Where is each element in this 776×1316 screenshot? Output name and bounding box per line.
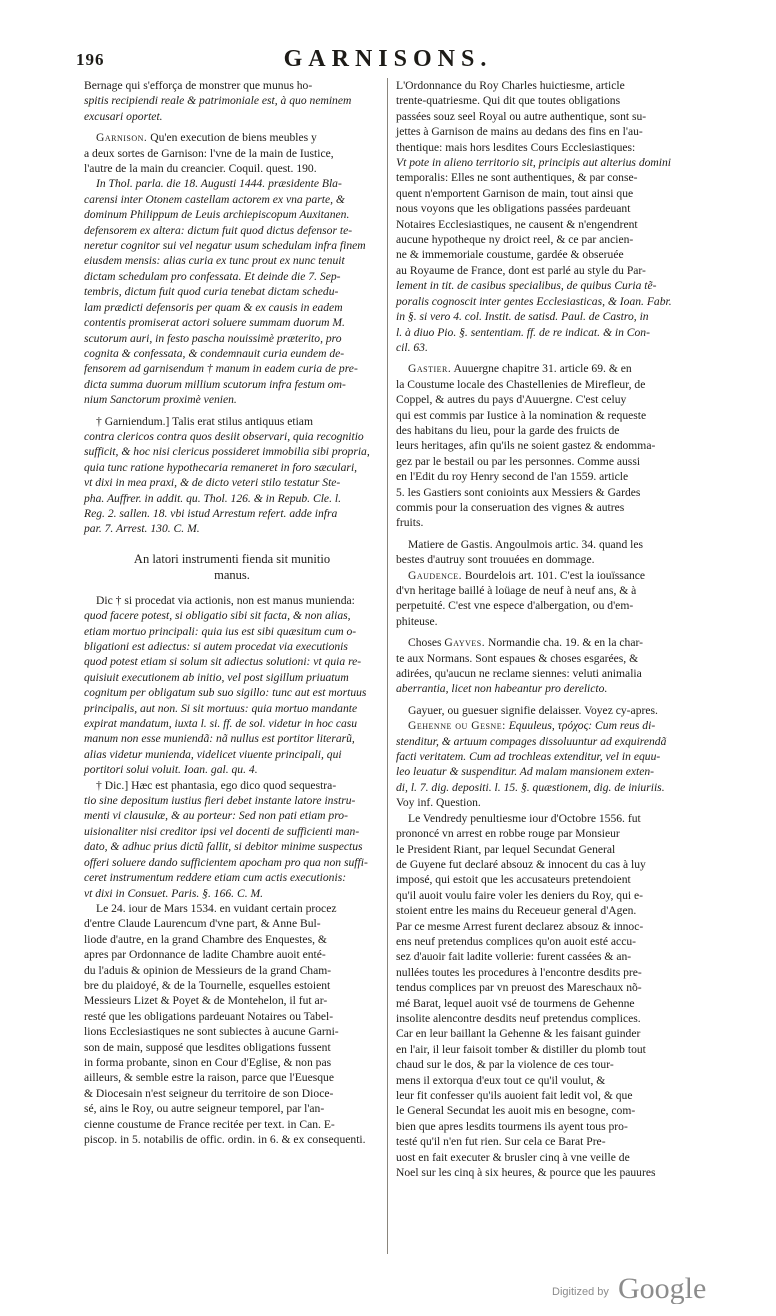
text-line: excusari oportet. <box>84 109 163 123</box>
heading-line: manus. <box>214 567 250 582</box>
text-line: l. à diuo Pio. §. sententiam. ff. de re indicat. & in Con- <box>396 325 650 339</box>
section-heading <box>84 551 380 583</box>
text-line: aberrantia, licet non habeantur pro derelicto. <box>396 682 608 696</box>
text-line <box>396 568 702 583</box>
text-line: nium Sanctorum proximè venien. <box>84 393 237 407</box>
text-line: scutorum auri, in festo pascha nouissimè præterito, pro <box>84 331 342 345</box>
text-line: nullées toutes les procedures à l'encontre desdits pre- <box>396 965 642 979</box>
text-line: Noel sur les cinq à six heures, & pource que les pauures <box>396 1166 656 1180</box>
text-line: quod potest etiam si solum sit adiectus solutioni: vt quia re- <box>84 655 362 669</box>
text-line: mens il extorqua d'eux tout ce qu'il voulut, & <box>396 1073 606 1087</box>
left-column <box>84 78 380 1147</box>
paragraph-dic-note <box>84 778 380 901</box>
text-line: spitis recipiendi reale & patrimoniale est, à quo neminem <box>84 94 352 108</box>
text-line: dominum Philippum de Leuis archiepiscopum Auxitanen. <box>84 208 350 222</box>
text-line: † Dic.] Hæc est phantasia, ego dico quod sequestra- <box>96 778 337 792</box>
text-line: carensi inter Otonem castellam actorem ex vna parte, & <box>84 192 345 206</box>
entry-gastis <box>396 537 702 568</box>
text-line: fruits. <box>396 516 424 530</box>
text-line: tio sine depositum iustius fieri debet instante latore instru- <box>84 794 356 808</box>
text-line: portitori solui voluit. Ioan. gal. qu. 4. <box>84 763 258 777</box>
paragraph-vendredy <box>396 811 702 1181</box>
text-line: imposé, qui estoit que les accusateurs pretendoient <box>396 873 631 887</box>
text-line: quent n'emportent Garnison de main, tout ainsi que <box>396 186 634 200</box>
text-line: sufficit, & hoc nisi clericus possideret immobilia sibi propria, <box>84 445 370 459</box>
text-line: thentique: mais hors lesdites Cours Ecclesiastiques: <box>396 140 636 154</box>
text-line: passées souz seel Royal ou autre authentique, sont su- <box>396 109 647 123</box>
text-line: son de main, supposé que lesdites obligations fussent <box>84 1040 331 1054</box>
text-line: d'entre Claude Laurencum d'vne part, & Anne Bul- <box>84 917 321 931</box>
text-line: Reg. 2. sallen. 18. vbi istud Arrestum refert. adde infra <box>84 506 338 520</box>
text-line: vt dixi in Consuet. Paris. §. 166. C. M. <box>84 886 264 900</box>
column-divider <box>387 78 388 1254</box>
text-line: le President Riant, par lequel Secundat General <box>396 842 616 856</box>
text-line: cienne coustume de France recitée per text. in Can. E- <box>84 1117 335 1131</box>
text-line: perpetuité. C'est vne espece d'albergation, ou d'em- <box>396 599 634 613</box>
text-line: qu'il auoit voulu faire voler les deniers du Roy, qui e- <box>396 888 644 902</box>
text-line: uisionaliter nisi creditor ipsi vel docenti de sufficienti man- <box>84 824 360 838</box>
text-span: Equuleus, τρόχος: Cum reus di- <box>508 719 656 733</box>
text-line: Car en leur baillant la Gehenne & les faisant guinder <box>396 1027 641 1041</box>
text-line: Voy inf. Question. <box>396 796 481 810</box>
text-span: Choses <box>408 636 442 650</box>
text-line: temporalis: Elles ne sont authentiques, & par conse- <box>396 171 638 185</box>
text-line: cil. 63. <box>396 340 428 354</box>
text-line: apres par Ordonnance de ladite Chambre auoit enté- <box>84 948 326 962</box>
text-line: d'vn heritage baillé à loüage de neuf à neuf ans, & à <box>396 584 637 597</box>
text-line: stenditur, & artuum compages dissoluuntur ad exquirendã <box>396 734 667 748</box>
text-line: Bernage qui s'efforça de monstrer que munus ho- <box>84 79 313 92</box>
text-line: aucune hypotheque ny droict reel, & ce par ancien- <box>396 233 634 247</box>
text-line: en l'air, il leur faisoit tomber & distiller du plomb tout <box>396 1042 646 1056</box>
text-line: au Royaume de France, dont est parlé au style du Par- <box>396 263 646 277</box>
text-line: expirat mandatum, iuxta l. si. ff. de sol. videtur in hoc casu <box>84 717 358 731</box>
text-line: etiam mortuo principali: quia ius est sibi quæsitum cum o- <box>84 624 357 638</box>
right-column <box>396 78 702 1180</box>
text-line: vt dixi in mea praxi, & de dicto veteri stilo testatur Ste- <box>84 476 341 490</box>
text-span: Bourdelois art. 101. C'est la iouïssance <box>464 568 646 582</box>
text-line: dicta summa duorum millium scutorum infra festum om- <box>84 377 346 391</box>
text-line: l'autre de la main du creancier. Coquil. quest. 190. <box>84 162 317 176</box>
text-line: tembris, dictum fuit quod curia tenebat dictam schedu- <box>84 285 339 299</box>
text-line: sé, ains le Roy, ou autre seigneur temporel, par l'an- <box>84 1102 325 1116</box>
text-line: menti vi clausulæ, & au porteur: Sed non pati etiam pro- <box>84 809 348 823</box>
text-line: phiteuse. <box>396 614 438 628</box>
paragraph-garnison <box>84 130 380 176</box>
text-line: en l'Edit du roy Henry second de l'an 1559. article <box>396 470 629 484</box>
digitized-by-google-watermark <box>552 1272 752 1304</box>
text-line: bien que apres lesdits tourmens ils ayent tous pro- <box>396 1119 628 1133</box>
text-line: quia tunc ratione hypothecaria remaneret in foro sæculari, <box>84 460 358 474</box>
text-line: offeri soluere dando sufficientem apocham pro qua non suffi- <box>84 855 368 869</box>
text-line: quod facere potest, si obligatio sibi sit facta, & non alias, <box>84 609 351 623</box>
text-line: contentis promiserat actori soluere summam duorum M. <box>84 316 345 330</box>
text-line: piscop. in 5. notabilis de offic. ordin. in 6. & ex consequenti. <box>84 1133 366 1146</box>
digitized-by-label: Digitized by <box>552 1286 609 1298</box>
text-line: In Thol. parla. die 18. Augusti 1444. præsidente Bla- <box>96 177 342 191</box>
entry-gayues <box>396 635 702 697</box>
text-line: adirées, qu'aucun ne reclame siennes: veluti animalia <box>396 667 642 681</box>
text-line: nous voyons que les obligations passées pardeuant <box>396 202 631 216</box>
entry-term: Gaudence. <box>408 568 462 582</box>
text-span: Qu'en execution de biens meubles y <box>150 131 317 145</box>
entry-gaudence <box>396 568 702 630</box>
text-line: qui est commis par Iustice à la nomination & requeste <box>396 408 647 422</box>
paragraph-thol-parla <box>84 176 380 407</box>
text-span: Normandie cha. 19. & en la char- <box>488 636 643 650</box>
text-line: neretur cognitor sui vel negatur usum schedulam infra finem <box>84 239 366 253</box>
text-line: testé qu'il n'en fut rien. Sur cela ce Barat Pre- <box>396 1135 606 1149</box>
entry-term: Gayves. <box>444 636 486 650</box>
text-line: 5. les Gastiers sont conioints aux Messiers & Gardes <box>396 485 641 499</box>
text-line: & Diocesain n'est seigneur du territoire de son Dioce- <box>84 1086 334 1100</box>
paragraph-bernage <box>84 78 380 124</box>
text-line <box>396 361 702 376</box>
text-line: ens neuf pretendus complices qu'on auoit esté accu- <box>396 934 636 948</box>
text-line: Dic † si procedat via actionis, non est manus munienda: <box>96 593 355 607</box>
text-line: liode d'autre, en la grand Chambre des Enquestes, & <box>84 932 327 946</box>
entry-gastier <box>396 361 702 530</box>
text-line: jettes à Garnison de mains au dedans des fins en l'au- <box>396 125 643 139</box>
text-line: dictam schedulam pro confessata. Et deinde die 7. Sep- <box>84 269 341 283</box>
paragraph-garniendum <box>84 414 380 537</box>
paragraph-dic <box>84 593 380 778</box>
text-line: sez d'auoir fait ladite vollerie: furent cassées & an- <box>396 950 632 964</box>
text-line: leurs heritages, afin qu'ils ne soient gastez & endomma- <box>396 439 656 453</box>
text-line: in forma probante, sinon en Cour d'Eglise, & non pas <box>84 1055 332 1069</box>
text-line: le General Secundat les auoit mis en besogne, com- <box>396 1104 636 1118</box>
text-line: eiusdem mensis: alias curia ex tunc prout ex nunc tenuit <box>84 254 345 268</box>
text-line: facti veritatem. Cum ad trochleas extenditur, vel in equu- <box>396 750 661 764</box>
text-line: contra clericos contra quos desiit observari, quia recognitio <box>84 429 364 443</box>
text-line: bre du plaidoyé, & de la Tournelle, esquelles estoient <box>84 978 331 992</box>
running-title: GARNISONS. <box>283 46 493 72</box>
text-line: mé Barat, lequel auoit vsé de tourmens de Gehenne <box>396 996 635 1010</box>
text-line: gez par le bestail ou par les personnes. Comme aussi <box>396 454 641 468</box>
text-line: manum non esse muniendã: nã nullus est portitor literarũ, <box>84 732 355 746</box>
entry-term: Gastier. <box>408 362 452 376</box>
text-line: Le 24. iour de Mars 1534. en vuidant certain procez <box>96 901 337 915</box>
text-line: lam prædicti defensoris per quam & ex causis in eadem <box>84 300 343 314</box>
text-line: a deux sortes de Garnison: l'vne de la main de Iustice, <box>84 146 334 160</box>
paragraph-ordonnance <box>396 78 702 355</box>
entry-gehenne <box>396 718 702 810</box>
text-line: Le Vendredy penultiesme iour d'Octobre 1556. fut <box>408 811 641 825</box>
text-line: bligationi est adiectus: si autem procedat via executionis <box>84 640 348 653</box>
text-line <box>396 635 702 650</box>
text-line: du l'aduis & opinion de Messieurs de la grand Cham- <box>84 963 332 977</box>
text-line: trente-quatriesme. Qui dit que toutes obligations <box>396 94 621 108</box>
text-line: de Guyene fut declaré absouz & innocent du cas à luy <box>396 857 646 871</box>
text-line: Notaires Ecclesiastiques, ne causent & n'engendrent <box>396 217 638 231</box>
text-line: Gayuer, ou guesuer signifie delaisser. Voyez cy-apres. <box>408 703 658 717</box>
google-logo-text: Google <box>618 1272 707 1304</box>
entry-gayuer <box>396 703 702 718</box>
entry-term: Gehenne ou Gesne: <box>408 719 506 733</box>
google-logo-icon <box>618 1272 748 1304</box>
text-line: commis pour la conseruation des vignes & autres <box>396 500 625 514</box>
text-line: insolite alencontre desdits neuf pretendus complices. <box>396 1011 641 1025</box>
text-line: † Garniendum.] Talis erat stilus antiquus etiam <box>96 414 313 428</box>
entry-term: Garnison. <box>96 131 148 145</box>
text-line: uost en fait executer & brusler cinq à vne veille de <box>396 1150 630 1164</box>
text-line: des habitans du lieu, pour la garde des fruicts de <box>396 423 620 437</box>
text-line: principalis, aut non. Si sit mortuus: quia mortuo mandante <box>84 701 358 715</box>
text-line: bestes d'autruy sont trouuées en dommage. <box>396 553 595 567</box>
text-line: alias videtur munienda, videlicet viuente principali, qui <box>84 747 342 761</box>
text-line: lions Ecclesiastiques ne sont subiectes à aucune Garni- <box>84 1025 339 1039</box>
text-line: te aux Normans. Sont espaues & choses esgarées, & <box>396 651 639 665</box>
text-line: ne & immemoriale coustume, gardée & obseruée <box>396 248 624 262</box>
paragraph-mars-1534 <box>84 901 380 1148</box>
page-number: 196 <box>76 50 105 69</box>
text-line: tendus complices par vn preuost des Mareschaux nõ- <box>396 981 642 995</box>
text-line: poralis cognoscit inter gentes Ecclesiasticas, & Ioan. Fabr. <box>396 294 672 308</box>
text-line <box>84 130 380 145</box>
text-line: ceret instrumentum reddere etiam cum actis executionis: <box>84 871 347 885</box>
text-line: chaud sur le dos, & par la violence de ces tour- <box>396 1058 614 1072</box>
text-line: stoient entre les mains du Receueur general d'Agen. <box>396 904 637 918</box>
text-line: dato, & adhuc prius dictũ fallit, si debitor minime suspectus <box>84 840 363 854</box>
text-line: Vt pote in alieno territorio sit, principis aut alterius domini <box>396 156 672 170</box>
text-line: fensorem ad garnisendum † manum in eadem curia de pre- <box>84 362 358 376</box>
text-line: Messieurs Lizet & Poyet & de Montehelon, il fut ar- <box>84 994 328 1008</box>
text-line: L'Ordonnance du Roy Charles huictiesme, article <box>396 79 625 92</box>
text-line: Coppel, & autres du pays d'Auuergne. C'est celuy <box>396 393 627 407</box>
text-line: par. 7. Arrest. 130. C. M. <box>84 522 200 536</box>
text-span: Auuergne chapitre 31. article 69. & en <box>453 362 632 376</box>
text-line: lement in tit. de casibus specialibus, de quibus Curia tẽ- <box>396 279 657 293</box>
text-line: pha. Auffrer. in addit. qu. Thol. 126. & in Repub. Cle. l. <box>84 491 341 505</box>
text-line: quisiuit executionem ab initio, vel post sigillum priuatum <box>84 670 349 684</box>
text-line: cognita & confessata, & condemnauit curia eundem de- <box>84 346 345 360</box>
text-line: la Coustume locale des Chastellenies de Mirefleur, de <box>396 377 646 391</box>
text-line: leo leuatur & suspenditur. Ad malam mansionem exten- <box>396 765 655 779</box>
text-line: in §. si vero 4. col. Instit. de satisd. Paul. de Castro, in <box>396 310 649 324</box>
text-line: ailleurs, & semble estre la raison, parce que l'Euesque <box>84 1071 334 1085</box>
text-line: Par ce mesme Arrest furent declarez absouz & innoc- <box>396 919 644 933</box>
text-line: Matiere de Gastis. Angoulmois artic. 34. quand les <box>408 537 644 551</box>
heading-line: An latori instrumenti fienda sit munitio <box>133 551 331 566</box>
text-line: di, l. 7. dig. depositi. l. 15. §. quæstionem, dig. de iniuriis. <box>396 780 665 794</box>
text-line: prononcé vn arrest en robbe rouge par Monsieur <box>396 827 620 841</box>
text-line: leur fit confesser qu'ils auoient fait ledit vol, & que <box>396 1089 633 1102</box>
text-line <box>396 718 702 733</box>
text-line: cognitum per obligatum sub suo sigillo: tunc aut est mortuus <box>84 686 367 700</box>
text-line: resté que les obligations pardeuant Notaires ou Tabel- <box>84 1009 334 1023</box>
text-line: defensorem ex altera: dictum fuit quod dictus defensor te- <box>84 223 353 237</box>
